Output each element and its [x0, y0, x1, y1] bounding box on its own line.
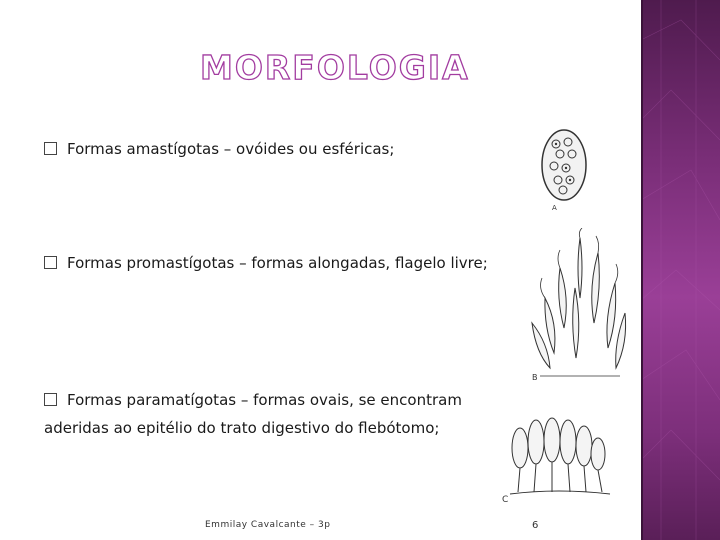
figure-label: B — [532, 373, 538, 382]
amastigote-cell-illustration — [536, 124, 596, 214]
bullet-square-icon — [44, 142, 57, 155]
bullet-square-icon — [44, 256, 57, 269]
bullet-amastigotas — [44, 138, 394, 160]
page-number: 6 — [532, 520, 539, 531]
figure-label: C — [502, 495, 509, 505]
sidebar-pattern-icon — [641, 0, 720, 540]
bullet-square-icon — [44, 393, 57, 406]
bullet-promastigotas — [44, 252, 488, 274]
promastigote-cluster-illustration — [520, 228, 640, 388]
bullet-text: Formas promastígotas – formas alongadas, flagelo livre; — [67, 254, 488, 272]
bullet-paramastigotas — [44, 389, 462, 437]
slide-title: MORFOLOGIA — [200, 48, 470, 87]
decorative-sidebar — [641, 0, 720, 540]
bullet-text: Formas paramatígotas – formas ovais, se encontram — [67, 391, 462, 409]
sidebar-divider — [641, 0, 643, 540]
slide-footer: Emmilay Cavalcante – 3p — [205, 520, 331, 530]
figure-label: A — [552, 204, 557, 212]
bullet-text: Formas amastígotas – ovóides ou esféricas; — [67, 140, 395, 158]
bullet-text-continuation: aderidas ao epitélio do trato digestivo do flebótomo; — [44, 419, 440, 437]
paramastigote-cluster-illustration — [498, 410, 620, 510]
